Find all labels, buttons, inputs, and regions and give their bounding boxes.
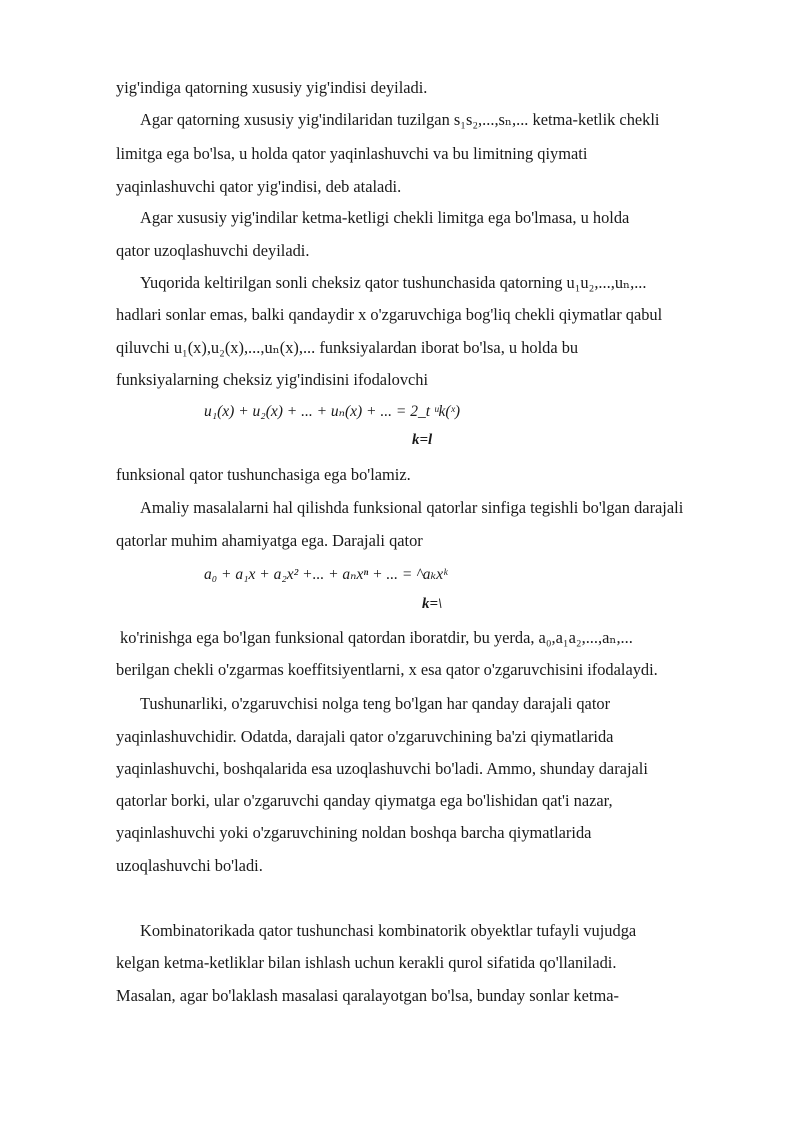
text-line: Agar qatorning xususiy yig'indilaridan tuzilgan s₁s₂,...,sₙ,... ketma-ketlik chekli	[140, 110, 660, 129]
text-line: yaqinlashuvchi yoki o'zgaruvchining noldan boshqa barcha qiymatlarida	[116, 823, 592, 842]
text-line: yaqinlashuvchidir. Odatda, darajali qator o'zgaruvchining ba'zi qiymatlarida	[116, 727, 614, 746]
summation-index: k=l	[412, 432, 433, 448]
text-line: Kombinatorikada qator tushunchasi kombinatorik obyektlar tufayli vujudga	[140, 921, 637, 940]
text-line: berilgan chekli o'zgarmas koeffitsiyentlarni, x esa qator o'zgaruvchisini ifodalaydi.	[116, 660, 658, 679]
text-line: hadlari sonlar emas, balki qandaydir x o'zgaruvchiga bog'liq chekli qiymatlar qabul	[116, 305, 663, 324]
text-line: uzoqlashuvchi bo'ladi.	[116, 856, 263, 875]
text-line: funksiyalarning cheksiz yig'indisini ifodalovchi	[116, 370, 429, 389]
equation-functional-series: u₁(x) + u₂(x) + ... + uₙ(x) + ... = 2_t ᵘk(ˣ)	[204, 403, 461, 420]
text-line: qator uzoqlashuvchi deyiladi.	[116, 241, 310, 260]
summation-index: k=\	[422, 596, 443, 612]
text-line: Agar xususiy yig'indilar ketma-ketligi chekli limitga ega bo'lmasa, u holda	[140, 208, 630, 227]
text-line: yaqinlashuvchi, boshqalarida esa uzoqlashuvchi bo'ladi. Ammo, shunday darajali	[116, 759, 648, 778]
text-line: kelgan ketma-ketliklar bilan ishlash uchun kerakli qurol sifatida qo'llaniladi.	[116, 953, 617, 972]
text-line: qiluvchi u₁(x),u₂(x),...,uₙ(x),... funksiyalardan iborat bo'lsa, u holda bu	[116, 338, 579, 357]
text-line: Tushunarliki, o'zgaruvchisi nolga teng bo'lgan har qanday darajali qator	[140, 694, 611, 713]
equation-power-series: a₀ + a₁x + a₂x² +... + aₙxⁿ + ... = ^aₖxᵏ	[204, 566, 448, 583]
text-line: yaqinlashuvchi qator yig'indisi, deb ataladi.	[116, 177, 402, 196]
text-line: qatorlar borki, ular o'zgaruvchi qanday qiymatga ega bo'lishidan qat'i nazar,	[116, 791, 613, 810]
text-line: Yuqorida keltirilgan sonli cheksiz qator tushunchasida qatorning u₁u₂,...,uₙ,...	[140, 273, 647, 292]
text-line: ko'rinishga ega bo'lgan funksional qatordan iboratdir, bu yerda, a₀,a₁a₂,...,aₙ,...	[120, 628, 633, 647]
text-line: qatorlar muhim ahamiyatga ega. Darajali qator	[116, 531, 423, 550]
text-line: Amaliy masalalarni hal qilishda funksional qatorlar sinfiga tegishli bo'lgan darajali	[140, 498, 684, 517]
text-line: limitga ega bo'lsa, u holda qator yaqinlashuvchi va bu limitning qiymati	[116, 144, 588, 163]
text-line: funksional qator tushunchasiga ega bo'lamiz.	[116, 465, 411, 484]
text-line: Masalan, agar bo'laklash masalasi qaralayotgan bo'lsa, bunday sonlar ketma-	[116, 986, 619, 1005]
text-line: yig'indiga qatorning xususiy yig'indisi deyiladi.	[116, 78, 428, 97]
